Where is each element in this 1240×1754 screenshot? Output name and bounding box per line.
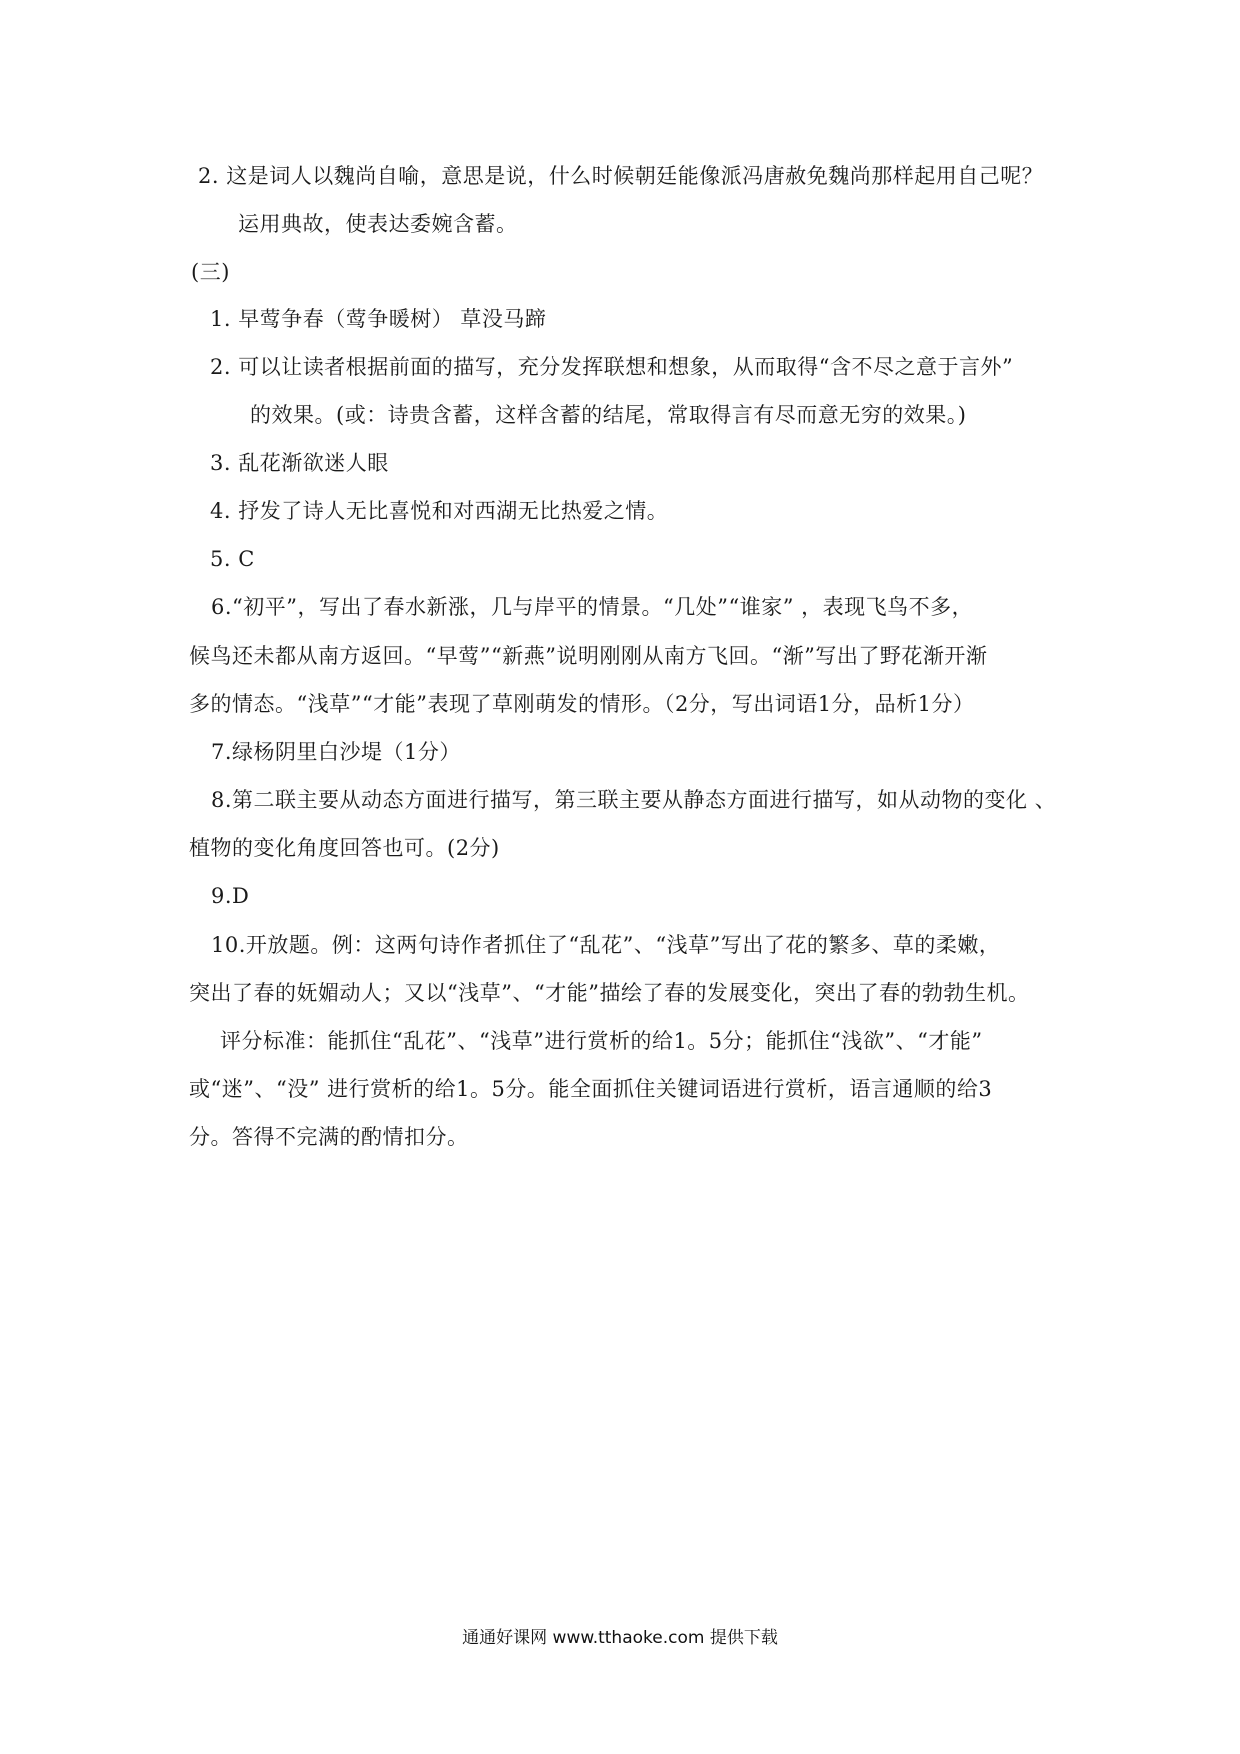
answer-3-1: 1. 早莺争春（莺争暖树） 草没马蹄 xyxy=(210,307,547,331)
answer-3-6-line-1: 6.“初平”，写出了春水新涨，几与岸平的情景。“几处”“谁家” ，表现飞鸟不多， xyxy=(211,595,974,619)
answer-3-10-line-2: 突出了春的妩媚动人；又以“浅草”、“才能”描绘了春的发展变化，突出了春的勃勃生机。 xyxy=(189,981,1030,1005)
answer-2-line-1: 2. 这是词人以魏尚自喻，意思是说，什么时候朝廷能像派冯唐赦免魏尚那样起用自己呢？ xyxy=(198,164,1044,188)
answer-3-2-line-1: 2. 可以让读者根据前面的描写，充分发挥联想和想象，从而取得“含不尽之意于言外” xyxy=(210,355,1014,379)
answer-3-10-line-1: 10.开放题。例：这两句诗作者抓住了“乱花”、“浅草”写出了花的繁多、草的柔嫩， xyxy=(211,933,1001,957)
answer-3-8-line-1: 8.第二联主要从动态方面进行描写，第三联主要从静态方面进行描写，如从动物的变化 、 xyxy=(211,788,1057,812)
answer-3-8-line-2: 植物的变化角度回答也可。(2分) xyxy=(189,836,500,860)
answer-3-7: 7.绿杨阴里白沙堤（1分） xyxy=(211,740,461,764)
scoring-criteria-line-1: 评分标准：能抓住“乱花”、“浅草”进行赏析的给1。5分；能抓住“浅欲”、“才能” xyxy=(220,1029,983,1053)
answer-3-6-line-2: 候鸟还未都从南方返回。“早莺”“新燕”说明刚刚从南方飞回。“渐”写出了野花渐开渐 xyxy=(189,644,988,668)
scoring-criteria-line-3: 分。答得不完满的酌情扣分。 xyxy=(189,1125,469,1149)
section-heading-three: (三) xyxy=(191,260,230,284)
answer-2-line-2: 运用典故，使表达委婉含蓄。 xyxy=(238,212,518,236)
page-footer: 通通好课网 www.tthaoke.com 提供下载 xyxy=(462,1628,778,1648)
answer-3-4: 4. 抒发了诗人无比喜悦和对西湖无比热爱之情。 xyxy=(210,499,669,523)
scoring-criteria-line-2: 或“迷”、“没” 进行赏析的给1。5分。能全面抓住关键词语进行赏析，语言通顺的给3 xyxy=(189,1077,993,1101)
answer-3-9: 9.D xyxy=(211,884,250,908)
answer-3-6-line-3: 多的情态。“浅草”“才能”表现了草刚萌发的情形。（2分，写出词语1分，品析1分） xyxy=(189,692,975,716)
answer-3-3: 3. 乱花渐欲迷人眼 xyxy=(210,451,389,475)
answer-3-2-line-2: 的效果。(或：诗贵含蓄，这样含蓄的结尾，常取得言有尽而意无穷的效果。) xyxy=(250,403,967,427)
answer-3-5: 5. C xyxy=(210,547,255,571)
